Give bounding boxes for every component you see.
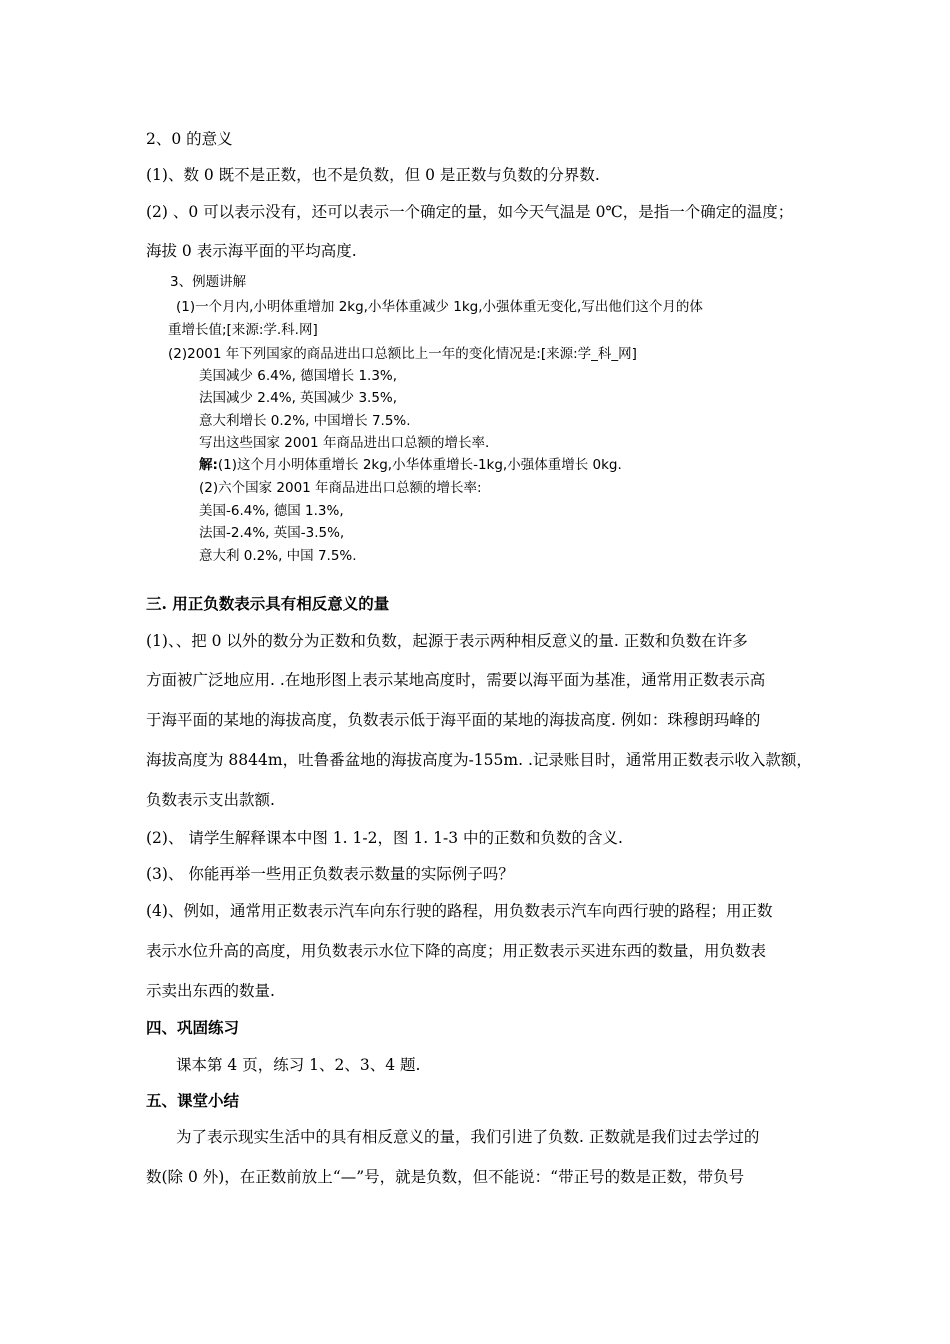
paragraph-line: 示卖出东西的数量. <box>146 982 275 1000</box>
paragraph: 海拔 0 表示海平面的平均高度. <box>146 242 357 260</box>
example-row: 意大利 0.2%, 中国 7.5%. <box>199 548 357 564</box>
paragraph-line: (3)、 你能再举一些用正负数表示数量的实际例子吗？ <box>146 865 514 883</box>
section-heading-three: 三. 用正负数表示具有相反意义的量 <box>146 594 390 613</box>
paragraph-line: 表示水位升高的高度，用负数表示水位下降的高度；用正数表示买进东西的数量，用负数表 <box>146 942 767 960</box>
example-row: 法国减少 2.4%, 英国减少 3.5%, <box>199 390 398 406</box>
answer-text: (1)这个月小明体重增长 2kg,小华体重增长-1kg,小强体重增长 0kg. <box>217 457 622 473</box>
paragraph-line: (4)、例如，通常用正数表示汽车向东行驶的路程，用负数表示汽车向西行驶的路程；用正数 <box>146 902 773 920</box>
example-question: 写出这些国家 2001 年商品进出口总额的增长率. <box>199 435 490 451</box>
paragraph-line: 数(除 0 外)，在正数前放上“—”号，就是负数，但不能说：“带正号的数是正数，带负号 <box>146 1168 745 1186</box>
paragraph: (2) 、0 可以表示没有，还可以表示一个确定的量，如今天气温是 0℃，是指一个确定的温度； <box>146 203 794 221</box>
example-row: 美国-6.4%, 德国 1.3%, <box>199 503 344 519</box>
paragraph: (1)、数 0 既不是正数，也不是负数，但 0 是正数与负数的分界数. <box>146 166 600 184</box>
example-row: 法国-2.4%, 英国-3.5%, <box>199 525 345 541</box>
paragraph-line: 负数表示支出款额. <box>146 791 275 809</box>
example-row: 意大利增长 0.2%, 中国增长 7.5%. <box>199 413 411 429</box>
answer-label: 解: <box>199 457 218 473</box>
paragraph-line: (1)、、把 0 以外的数分为正数和负数，起源于表示两种相反意义的量. 正数和负数在许多 <box>146 632 748 650</box>
section-heading-five: 五、课堂小结 <box>146 1091 240 1110</box>
section-heading-zero: 2、0 的意义 <box>146 130 233 148</box>
paragraph-line: 于海平面的某地的海拔高度，负数表示低于海平面的某地的海拔高度. 例如：珠穆朗玛峰的 <box>146 711 761 729</box>
paragraph-line: 方面被广泛地应用. .在地形图上表示某地高度时，需要以海平面为基准，通常用正数表示高 <box>146 671 766 689</box>
section-heading-four: 四、巩固练习 <box>146 1018 240 1037</box>
paragraph-line: 海拔高度为 8844m，吐鲁番盆地的海拔高度为-155m. .记录账目时，通常用正数表示收入款额， <box>146 751 812 769</box>
example-question: 重增长值;[来源:学.科.网] <box>168 322 318 338</box>
example-title: 3、例题讲解 <box>170 274 247 290</box>
paragraph: 课本第 4 页，练习 1、2、3、4 题. <box>176 1056 421 1074</box>
paragraph-line: 为了表示现实生活中的具有相反意义的量，我们引进了负数. 正数就是我们过去学过的 <box>176 1128 760 1146</box>
paragraph-line: (2)、 请学生解释课本中图 1. 1-2，图 1. 1-3 中的正数和负数的含义. <box>146 829 623 847</box>
example-question: (1)一个月内,小明体重增加 2kg,小华体重减少 1kg,小强体重无变化,写出他们这个月的体 <box>176 299 703 315</box>
example-answer: (2)六个国家 2001 年商品进出口总额的增长率: <box>199 480 482 496</box>
example-question: (2)2001 年下列国家的商品进出口总额比上一年的变化情况是:[来源:学_科_网] <box>168 346 637 362</box>
example-row: 美国减少 6.4%, 德国增长 1.3%, <box>199 368 398 384</box>
example-answer <box>199 455 622 475</box>
